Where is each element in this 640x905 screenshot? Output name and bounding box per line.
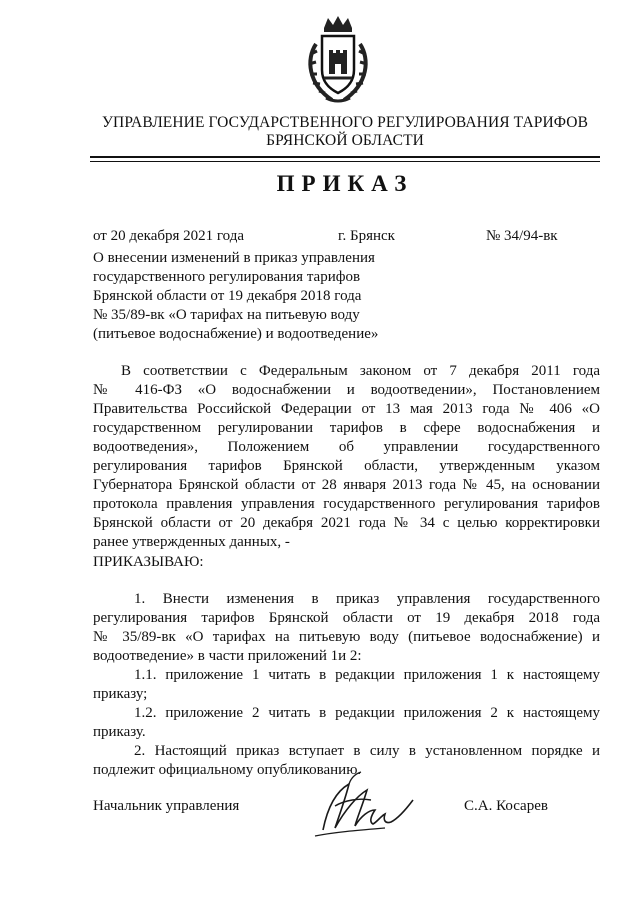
coat-of-arms-emblem	[302, 14, 374, 106]
subject-line: государственного регулирования тарифов	[93, 269, 361, 285]
signatory-position: Начальник управления	[93, 798, 240, 814]
order-items	[93, 590, 600, 780]
subject-line: № 35/89-вк «О тарифах на питьевую воду	[93, 307, 360, 323]
preamble-line: водоотведения», Положением об управлении государственного	[93, 439, 600, 455]
header-divider-thick	[90, 156, 600, 158]
preamble-line: Брянской области от 20 декабря 2021 года № 34 с целью корректировки	[93, 515, 600, 531]
item-line: 1.2. приложение 2 читать в редакции приложения 2 к настоящему	[134, 705, 600, 721]
preamble-line: Правительства Российской Федерации от 13 мая 2013 года № 406 «О	[93, 401, 600, 417]
preamble-line: Губернатора Брянской области от 28 января 2013 года № 45, на основании	[93, 477, 600, 493]
order-city: г. Брянск	[338, 228, 395, 244]
organization-name-line2: БРЯНСКОЙ ОБЛАСТИ	[266, 132, 424, 149]
preamble-line: № 416-ФЗ «О водоснабжении и водоотведении», Постановлением	[93, 382, 600, 398]
item-line: водоотведение» в части приложений 1и 2:	[93, 648, 362, 664]
preamble-paragraph	[93, 362, 600, 552]
item-line: 1. Внести изменения в приказ управления государственного	[134, 591, 600, 607]
item-line: регулирования тарифов Брянской области от 19 декабря 2018 года	[93, 610, 600, 626]
item-line: 2. Настоящий приказ вступает в силу в установленном порядке и	[134, 743, 600, 759]
preamble-line: государственном регулировании тарифов в сфере водоснабжения и	[93, 420, 600, 436]
preamble-line: ранее утвержденных данных, -	[93, 534, 290, 550]
item-line: приказу.	[93, 724, 146, 740]
signatory-name: С.А. Косарев	[464, 798, 548, 814]
order-command: ПРИКАЗЫВАЮ:	[93, 554, 204, 570]
subject-line: (питьевое водоснабжение) и водоотведение»	[93, 326, 379, 342]
item-line: подлежит официальному опубликованию.	[93, 762, 362, 778]
subject-line: Брянской области от 19 декабря 2018 года	[93, 288, 362, 304]
handwritten-signature	[305, 770, 440, 842]
preamble-line: регулирования тарифов Брянской области, утвержденным указом	[93, 458, 600, 474]
header-divider-thin	[90, 161, 600, 162]
item-line: 1.1. приложение 1 читать в редакции приложения 1 к настоящему	[134, 667, 600, 683]
preamble-line: протокола правления управления государственного регулирования тарифов	[93, 496, 600, 512]
document-title: ПРИКАЗ	[276, 171, 414, 196]
order-date: от 20 декабря 2021 года	[93, 228, 245, 244]
order-number: № 34/94-вк	[486, 228, 558, 244]
subject-line: О внесении изменений в приказ управления	[93, 250, 375, 266]
item-line: № 35/89-вк «О тарифах на питьевую воду (питьевое водоснабжение) и	[93, 629, 600, 645]
preamble-line: В соответствии с Федеральным законом от 7 декабря 2011 года	[121, 363, 600, 379]
order-subject	[93, 249, 378, 344]
item-line: приказу;	[93, 686, 148, 702]
organization-name-line1: УПРАВЛЕНИЕ ГОСУДАРСТВЕННОГО РЕГУЛИРОВАНИЯ ТАРИФОВ	[101, 114, 589, 131]
